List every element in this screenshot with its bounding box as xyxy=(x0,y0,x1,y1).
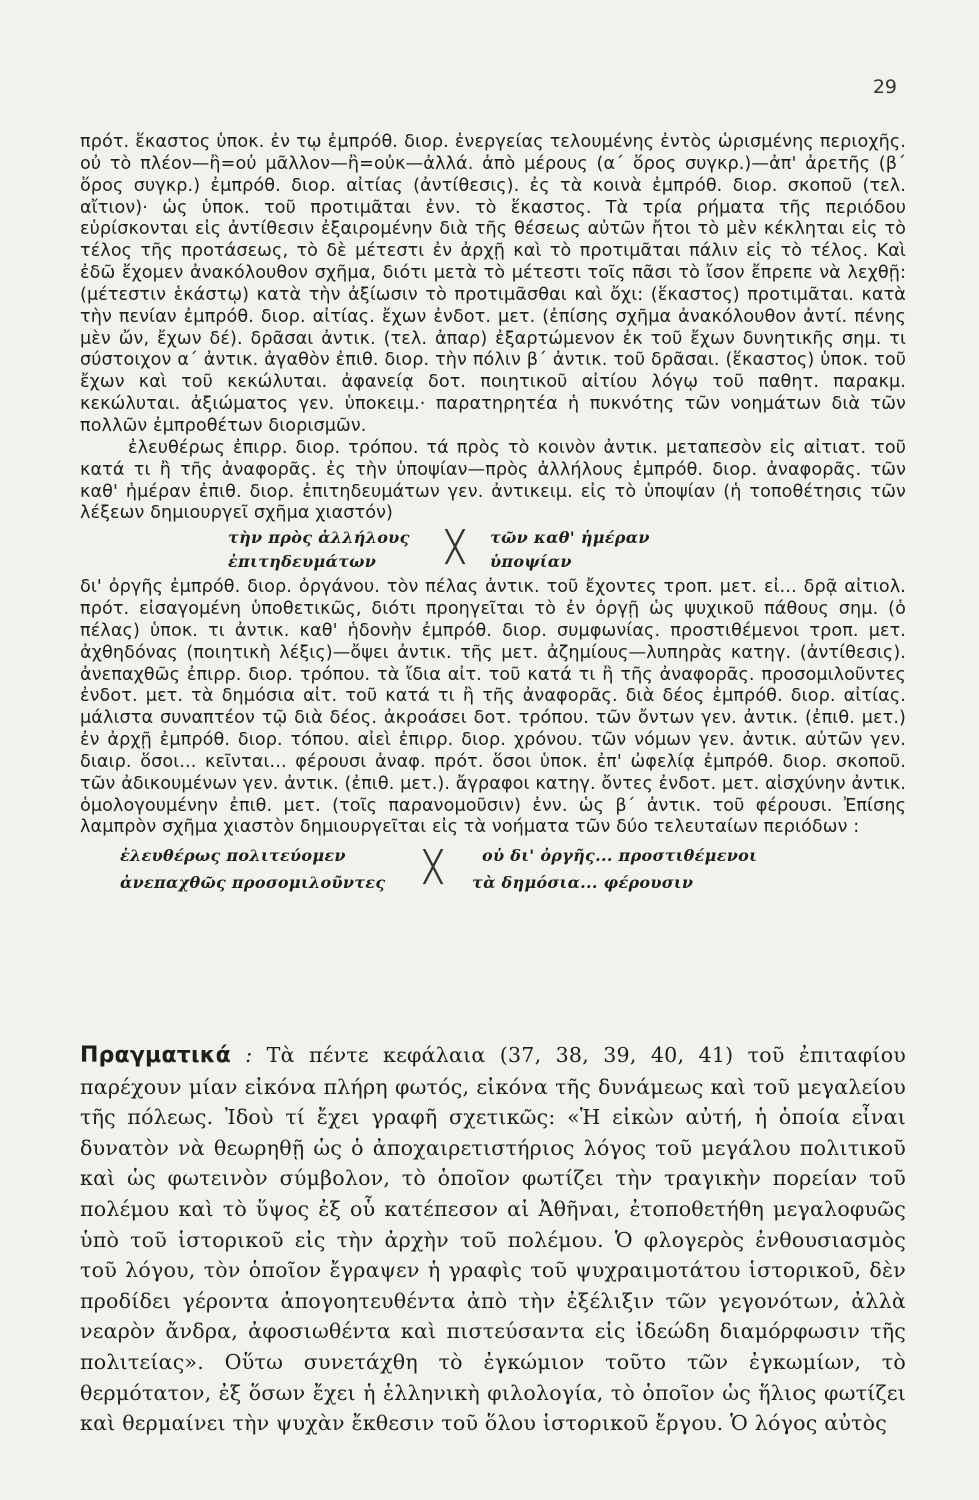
main-paragraph xyxy=(80,1040,906,1439)
notes-paragraph-1: πρότ. ἕκαστος ὑποκ. ἐν τῳ ἐμπρόθ. διορ. ἐνεργείας τελουμένης ἐντὸς ὡρισμένης περιοχῆς. οὐ τὸ πλέον—ἢ=οὐ μᾶλλον—ἢ=οὐκ—ἀλλά. ἀπὸ μέρους (α΄ ὅρος συγκρ.)—ἀπ' ἀρετῆς (β΄ ὅρος συγκρ.) ἐμπρόθ. διορ. αἰτίας (ἀντίθεσις). ἐς τὰ κοινὰ ἐμπρόθ. διορ. σκοποῦ (τελ. αἴτιον)· ὡς ὑποκ. τοῦ προτιμᾶται ἐνν. τὸ ἕκαστος. Τὰ τρία ρήματα τῆς περιόδου εὑρίσκονται εἰς ἀντίθεσιν ἐξαιρομένην διὰ τῆς θέσεως αὐτῶν ἤτοι τὸ μὲν κέκληται εἰς τὸ τέλος τῆς προτάσεως, τὸ δὲ μέτεστι ἐν ἀρχῇ καὶ τὸ προτιμᾶται πάλιν εἰς τὸ τέλος. Καὶ ἐδῶ ἔχομεν ἀνακόλουθον σχῆμα, διότι μετὰ τὸ μέτεστι τοῖς πᾶσι τὸ ἴσον ἔπρεπε νὰ λεχθῇ: (μέτεστιν ἑκάστῳ) κατὰ τὴν ἀξίωσιν τὸ προτιμᾶσθαι καὶ ὄχι: (ἕκαστος) προτιμᾶται. κατὰ τὴν πενίαν ἐμπρόθ. διορ. αἰτίας. ἔχων ἐνδοτ. μετ. (ἐπίσης σχῆμα ἀνακόλουθον ἀντί. πένης μὲν ὤν, ἔχων δέ). δρᾶσαι ἀντικ. (τελ. ἀπαρ) ἐξαρτώμενον ἐκ τοῦ ἔχων δυνητικῆς σημ. τι σύστοιχον α΄ ἀντικ. ἀγαθὸν ἐπιθ. διορ. τὴν πόλιν β΄ ἀντικ. τοῦ δρᾶσαι. (ἕκαστος) ὑποκ. τοῦ ἔχων καὶ τοῦ κεκώλυται. ἀφανείᾳ δοτ. ποιητικοῦ αἰτίου λόγῳ τοῦ παθητ. παρακμ. κεκώλυται. ἀξιώματος γεν. ὑποκειμ.· παρατηρητέα ἡ πυκνότης τῶν νοημάτων διὰ τῶν πολλῶν ἐμπροθέτων διορισμῶν. xyxy=(80,132,906,436)
heading-colon: : xyxy=(245,1043,253,1067)
page-number: 29 xyxy=(872,76,897,98)
chiasm2-cross-mark: ╳ xyxy=(424,850,443,886)
chiasm-diagram-2 xyxy=(80,845,906,895)
chiasm1-cross-mark: ╳ xyxy=(446,530,465,566)
chiasm2-top-left: ἐλευθέρως πολιτεύομεν xyxy=(120,846,346,866)
chiasm1-bottom-left: ἐπιτηδευμάτων xyxy=(228,552,377,572)
commentary-notes xyxy=(80,132,906,899)
chiasm2-top-right: οὐ δι' ὀργῆς... προστιθέμενοι xyxy=(482,846,758,866)
main-body-text: Τὰ πέντε κεφάλαια (37, 38, 39, 40, 41) τοῦ ἐπιταφίου παρέχουν μίαν εἰκόνα πλήρη φωτός, εἰκόνα τῆς δυνάμεως καὶ τοῦ μεγαλείου τῆς πόλεως. Ἰδοὺ τί ἔχει γραφῆ σχετικῶς: «Ἡ εἰκὼν αὐτή, ἡ ὁποία εἶναι δυνατὸν νὰ θεωρηθῇ ὡς ὁ ἀποχαιρετιστήριος λόγος τοῦ μεγάλου πολιτικοῦ καὶ ὡς φωτεινὸν σύμβολον, τὸ ὁποῖον φωτίζει τὴν τραγικὴν πορείαν τοῦ πολέμου καὶ τὸ ὕψος ἐξ οὗ κατέπεσον αἱ Ἀθῆναι, ἐτοποθετήθη μεγαλοφυῶς ὑπὸ τοῦ ἱστορικοῦ εἰς τὴν ἀρχὴν τοῦ πολέμου. Ὁ φλογερὸς ἐνθουσιασμὸς τοῦ λόγου, τὸν ὁποῖον ἔγραψεν ἡ γραφὶς τοῦ ψυχραιμοτάτου ἱστορικοῦ, δὲν προδίδει γέροντα ἀπογοητευθέντα ἀπὸ τὴν ἐξέλιξιν τῶν γεγονότων, ἀλλὰ νεαρὸν ἄνδρα, ἀφοσιωθέντα καὶ πιστεύσαντα εἰς ἰδεώδη διαμόρφωσιν τῆς πολιτείας». Οὕτω συνετάχθη τὸ ἐγκώμιον τοῦτο τῶν ἐγκωμίων, τὸ θερμότατον, ἐξ ὅσων ἔχει ἡ ἑλληνικὴ φιλολογία, τὸ ὁποῖον ὡς ἥλιος φωτίζει καὶ θερμαίνει τὴν ψυχὰν ἔκθεσιν τοῦ ὅλου ἱστορικοῦ ἔργου. Ὁ λόγος αὐτὸς xyxy=(80,1043,907,1436)
section-heading: Πραγματικά xyxy=(80,1043,231,1068)
chiasm-diagram-1 xyxy=(80,527,906,573)
chiasm1-top-right: τῶν καθ' ἡμέραν xyxy=(490,528,650,548)
chiasm1-top-left: τὴν πρὸς ἀλλήλους xyxy=(228,528,410,548)
chiasm1-bottom-right: ὑποψίαν xyxy=(490,552,572,572)
notes-paragraph-2: ἐλευθέρως ἐπιρρ. διορ. τρόπου. τά πρὸς τὸ κοινὸν ἀντικ. μεταπεσὸν εἰς αἰτιατ. τοῦ κατά τι ἢ τῆς ἀναφορᾶς. ἐς τὴν ὑποψίαν—πρὸς ἀλλήλους ἐμπρόθ. διορ. ἀναφορᾶς. τῶν καθ' ἡμέραν ἐπιθ. διορ. ἐπιτηδευμάτων γεν. ἀντικειμ. εἰς τὸ ὑποψίαν (ἡ τοποθέτησις τῶν λέξεων δημιουργεῖ σχῆμα χιαστόν) xyxy=(80,437,906,524)
chiasm2-bottom-right: τὰ δημόσια... φέρουσιν xyxy=(472,873,694,893)
notes-paragraph-3: δι' ὀργῆς ἐμπρόθ. διορ. ὀργάνου. τὸν πέλας ἀντικ. τοῦ ἔχοντες τροπ. μετ. εἰ... δρᾷ αἰτιολ. πρότ. εἰσαγομένη ὑποθετικῶς, διότι προηγεῖται τὸ ἐν ὀργῇ ὡς ψυχικοῦ πάθους σημ. (ὁ πέλας) ὑποκ. τι ἀντικ. καθ' ἡδονὴν ἐμπρόθ. διορ. συμφωνίας. προστιθέμενοι τροπ. μετ. ἀχθηδόνας (ποιητικὴ λέξις)—ὄψει ἀντικ. τῆς μετ. ἀζημίους—λυπηρὰς κατηγ. (ἀντίθεσις). ἀνεπαχθῶς ἐπιρρ. διορ. τρόπου. τὰ ἴδια αἰτ. τοῦ κατά τι ἢ τῆς ἀναφορᾶς. προσομιλοῦντες ἐνδοτ. μετ. τὰ δημόσια αἰτ. τοῦ κατά τι ἢ τῆς ἀναφορᾶς. διὰ δέος ἐμπρόθ. διορ. αἰτίας. μάλιστα συναπτέον τῷ διὰ δέος. ἀκροάσει δοτ. τρόπου. τῶν ὄντων γεν. ἀντικ. (ἐπιθ. μετ.) ἐν ἀρχῇ ἐμπρόθ. διορ. τόπου. αἰεὶ ἐπιρρ. διορ. χρόνου. τῶν νόμων γεν. ἀντικ. αὐτῶν γεν. διαιρ. ὅσοι... κεῖνται... φέρουσι ἀναφ. πρότ. ὅσοι ὑποκ. ἐπ' ὠφελίᾳ ἐμπρόθ. διορ. σκοποῦ. τῶν ἀδικουμένων γεν. ἀντικ. (ἐπιθ. μετ.). ἄγραφοι κατηγ. ὄντες ἐνδοτ. μετ. αἰσχύνην ἀντικ. ὁμολογουμένην ἐπιθ. μετ. (τοῖς παρανομοῦσιν) ἐνν. ὡς β΄ ἀντικ. τοῦ φέρουσι. Ἐπίσης λαμπρὸν σχῆμα χιαστὸν δημιουργεῖται εἰς τὰ νοήματα τῶν δύο τελευταίων περιόδων : xyxy=(80,577,906,838)
main-text-section xyxy=(80,1040,906,1439)
chiasm2-bottom-left: ἀνεπαχθῶς προσομιλοῦντες xyxy=(120,873,386,893)
